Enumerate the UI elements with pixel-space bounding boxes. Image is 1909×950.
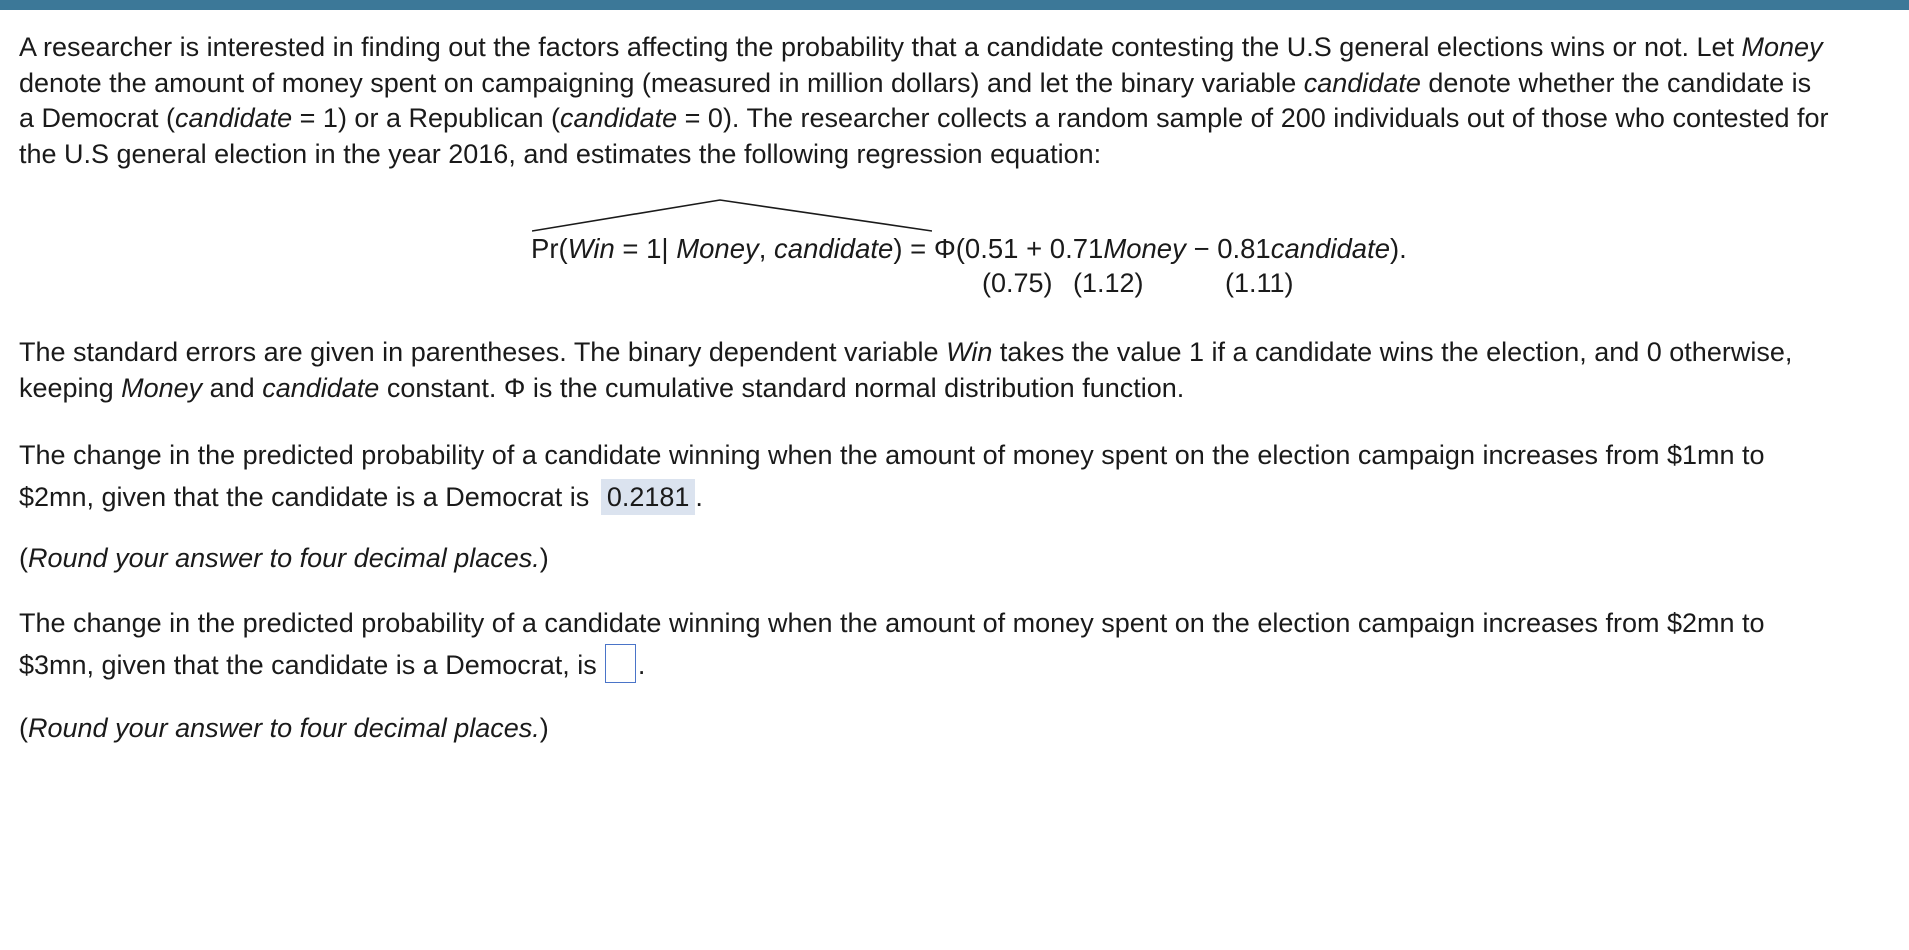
rounding-hint-1: (Round your answer to four decimal places.) (19, 543, 549, 573)
intro-line-2: denote the amount of money spent on campaigning (measured in million dollars) and let the binary variable candidate denote whether the candidate is (19, 67, 1812, 98)
rounding-hint-2: (Round your answer to four decimal places.) (19, 713, 549, 744)
note-line-1: The standard errors are given in parentheses. The binary dependent variable Win takes the value 1 if a candidate wins the election, and 0 otherwise, (19, 337, 1793, 367)
hat-symbol (532, 197, 932, 233)
intro-line-3: a Democrat (candidate = 1) or a Republican (candidate = 0). The researcher collects a random sample of 200 individuals out of those who contested for (19, 103, 1829, 133)
se-intercept: (0.75) (982, 268, 1053, 298)
answer-2-input[interactable] (605, 644, 636, 683)
question-1-line-1: The change in the predicted probability of a candidate winning when the amount of money spent on the election campaign increases from $1mn to (19, 440, 1765, 470)
question-2 (19, 602, 1909, 686)
se-money: (1.12) (1073, 268, 1144, 298)
question-1-line-2: $2mn, given that the candidate is a Democrat is 0.2181 . (19, 476, 1909, 518)
note-line-2: keeping Money and candidate constant. Φ is the cumulative standard normal distribution function. (19, 373, 1185, 403)
intro-line-4: the U.S general election in the year 2016, and estimates the following regression equation: (19, 138, 1102, 169)
intro-paragraph (19, 30, 1909, 172)
question-content (19, 30, 1909, 746)
question-1 (19, 434, 1909, 518)
top-accent-bar (0, 0, 1909, 10)
regression-equation (19, 172, 1909, 334)
intro-line-1: A researcher is interested in finding out the factors affecting the probability that a candidate contesting the U.S general elections wins or not. Let Money (19, 32, 1823, 62)
se-candidate: (1.11) (1225, 268, 1294, 298)
question-2-line-1: The change in the predicted probability of a candidate winning when the amount of money spent on the election campaign increases from $2mn to (19, 608, 1765, 638)
question-2-line-2: $3mn, given that the candidate is a Democrat, is . (19, 644, 1909, 686)
equation-main-line: Pr(Win = 1| Money, candidate) = Φ(0.51 + 0.71Money − 0.81candidate). (531, 233, 1407, 264)
standard-errors-note (19, 334, 1909, 406)
answer-1-box[interactable]: 0.2181 (601, 479, 696, 515)
